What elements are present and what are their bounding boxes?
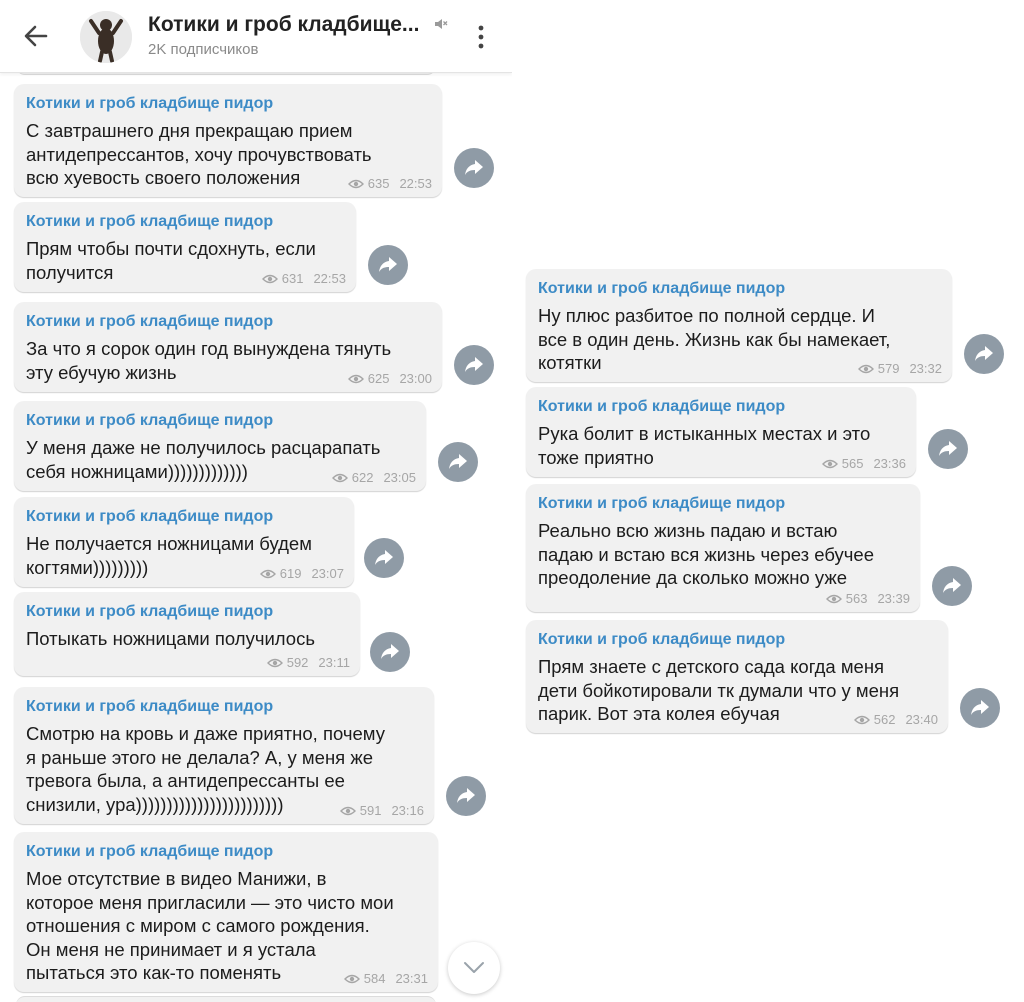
eye-icon bbox=[340, 806, 356, 816]
message-bubble[interactable] bbox=[14, 302, 442, 392]
view-count: 631 bbox=[281, 271, 304, 286]
message-time: 23:00 bbox=[399, 371, 432, 386]
share-button[interactable] bbox=[368, 245, 408, 285]
message-bubble[interactable] bbox=[526, 484, 920, 612]
message-time: 23:07 bbox=[311, 566, 344, 581]
message-text: Мое отсутствие в видео Манижи, в которое меня пригласили — это чисто мои отношения с миром с самого рождения. Он меня не принимает и я устала пытаться это как-то поменять bbox=[26, 868, 394, 983]
message-author[interactable]: Котики и гроб кладбище пидор bbox=[26, 412, 274, 429]
channel-avatar[interactable] bbox=[80, 11, 132, 63]
message-bubble[interactable] bbox=[14, 687, 434, 824]
message-time: 23:32 bbox=[909, 361, 942, 376]
message-bubble[interactable] bbox=[14, 202, 356, 292]
message-text: Реально всю жизнь падаю и встаю падаю и встаю вся жизнь через ебучее преодоление да сколько можно уже bbox=[538, 520, 874, 588]
view-count: 579 bbox=[877, 361, 900, 376]
message-text: За что я сорок один год вынуждена тянуть эту ебучую жизнь bbox=[26, 338, 392, 383]
share-button[interactable] bbox=[964, 334, 1004, 374]
message-meta bbox=[348, 176, 432, 191]
eye-icon bbox=[826, 594, 842, 604]
share-arrow-icon bbox=[938, 440, 958, 458]
message-time: 23:39 bbox=[877, 591, 910, 606]
message-time: 22:53 bbox=[313, 271, 346, 286]
message-text: Прям чтобы почти сдохнуть, если получится bbox=[26, 238, 316, 283]
eye-icon bbox=[260, 569, 276, 579]
right-chat-screenshot bbox=[512, 0, 1024, 1002]
share-button[interactable] bbox=[454, 345, 494, 385]
message-author[interactable]: Котики и гроб кладбище пидор bbox=[538, 495, 786, 512]
message-meta bbox=[260, 566, 344, 581]
message-meta bbox=[348, 371, 432, 386]
share-arrow-icon bbox=[374, 549, 394, 567]
message-meta bbox=[858, 361, 942, 376]
message-meta bbox=[822, 456, 906, 471]
message-bubble[interactable] bbox=[526, 387, 916, 477]
share-arrow-icon bbox=[380, 643, 400, 661]
message-meta bbox=[267, 655, 350, 670]
share-button[interactable] bbox=[454, 148, 494, 188]
share-button[interactable] bbox=[364, 538, 404, 578]
message-text: Не получается ножницами будем когтями))))))))) bbox=[26, 533, 312, 578]
share-arrow-icon bbox=[942, 577, 962, 595]
message-text: Рука болит в истыканных местах и это тоже приятно bbox=[538, 423, 871, 468]
message-author[interactable]: Котики и гроб кладбище пидор bbox=[26, 313, 274, 330]
view-count: 562 bbox=[873, 712, 896, 727]
message-author[interactable]: Котики и гроб кладбище пидор bbox=[26, 603, 274, 620]
share-arrow-icon bbox=[378, 256, 398, 274]
message-bubble[interactable] bbox=[14, 592, 360, 676]
eye-icon bbox=[267, 658, 283, 668]
channel-header bbox=[0, 0, 512, 73]
message-bubble[interactable] bbox=[526, 620, 948, 733]
share-arrow-icon bbox=[456, 787, 476, 805]
bear-avatar-image bbox=[80, 11, 132, 63]
chevron-down-icon bbox=[462, 960, 486, 976]
eye-icon bbox=[348, 179, 364, 189]
message-text: Ну плюс разбитое по полной сердце. И все в один день. Жизнь как бы намекает, котятки bbox=[538, 305, 891, 373]
scroll-down-button[interactable] bbox=[448, 942, 500, 994]
arrow-left-icon[interactable] bbox=[22, 22, 50, 50]
view-count: 635 bbox=[367, 176, 390, 191]
channel-title[interactable]: Котики и гроб кладбище... bbox=[148, 13, 420, 36]
view-count: 592 bbox=[286, 655, 309, 670]
share-arrow-icon bbox=[464, 356, 484, 374]
message-author[interactable]: Котики и гроб кладбище пидор bbox=[26, 843, 274, 860]
share-button[interactable] bbox=[928, 429, 968, 469]
message-author[interactable]: Котики и гроб кладбище пидор bbox=[26, 698, 274, 715]
message-time: 23:40 bbox=[905, 712, 938, 727]
share-button[interactable] bbox=[446, 776, 486, 816]
muted-speaker-icon bbox=[434, 17, 448, 31]
message-text: Потыкать ножницами получилось bbox=[26, 628, 315, 649]
message-author[interactable]: Котики и гроб кладбище пидор bbox=[26, 95, 274, 112]
subscriber-count: 2K подписчиков bbox=[148, 41, 259, 58]
message-author[interactable]: Котики и гроб кладбище пидор bbox=[26, 508, 274, 525]
message-time: 23:16 bbox=[391, 803, 424, 818]
share-button[interactable] bbox=[960, 688, 1000, 728]
share-arrow-icon bbox=[464, 159, 484, 177]
message-meta bbox=[826, 591, 910, 606]
message-author[interactable]: Котики и гроб кладбище пидор bbox=[538, 398, 786, 415]
message-text: Смотрю на кровь и даже приятно, почему я раньше этого не делала? А, у меня же тревога была, а антидепрессанты ее снизили, ура)))))))))))))))))))))))) bbox=[26, 723, 385, 815]
share-arrow-icon bbox=[974, 345, 994, 363]
message-meta bbox=[262, 271, 346, 286]
share-button[interactable] bbox=[932, 566, 972, 606]
view-count: 622 bbox=[351, 470, 374, 485]
share-button[interactable] bbox=[438, 442, 478, 482]
eye-icon bbox=[332, 473, 348, 483]
message-bubble[interactable] bbox=[14, 497, 354, 587]
view-count: 591 bbox=[359, 803, 382, 818]
view-count: 619 bbox=[279, 566, 302, 581]
message-author[interactable]: Котики и гроб кладбище пидор bbox=[538, 631, 786, 648]
message-text: Прям знаете с детского сада когда меня дети бойкотировали тк думали что у меня парик. Вот эта колея ебучая bbox=[538, 656, 900, 724]
message-author[interactable]: Котики и гроб кладбище пидор bbox=[538, 280, 786, 297]
view-count: 565 bbox=[841, 456, 864, 471]
view-count: 584 bbox=[363, 971, 386, 986]
message-time: 23:31 bbox=[395, 971, 428, 986]
eye-icon bbox=[854, 715, 870, 725]
message-bubble[interactable] bbox=[14, 84, 442, 197]
message-text: У меня даже не получилось расцарапать себя ножницами))))))))))))) bbox=[26, 437, 381, 482]
eye-icon bbox=[262, 274, 278, 284]
message-meta bbox=[332, 470, 416, 485]
eye-icon bbox=[348, 374, 364, 384]
message-meta bbox=[340, 803, 424, 818]
share-arrow-icon bbox=[970, 699, 990, 717]
message-meta bbox=[344, 971, 428, 986]
view-count: 625 bbox=[367, 371, 390, 386]
message-author[interactable]: Котики и гроб кладбище пидор bbox=[26, 213, 274, 230]
message-meta bbox=[854, 712, 938, 727]
message-bubble[interactable] bbox=[14, 401, 426, 491]
share-button[interactable] bbox=[370, 632, 410, 672]
share-arrow-icon bbox=[448, 453, 468, 471]
message-time: 23:05 bbox=[383, 470, 416, 485]
eye-icon bbox=[858, 364, 874, 374]
more-vertical-icon[interactable] bbox=[476, 24, 486, 50]
message-time: 23:11 bbox=[318, 655, 350, 670]
eye-icon bbox=[822, 459, 838, 469]
message-bubble[interactable] bbox=[14, 832, 438, 992]
message-time: 22:53 bbox=[399, 176, 432, 191]
eye-icon bbox=[344, 974, 360, 984]
message-text: С завтрашнего дня прекращаю прием антидепрессантов, хочу прочувствовать всю хуевость своего положения bbox=[26, 120, 372, 188]
next-message-edge bbox=[16, 996, 436, 1002]
view-count: 563 bbox=[845, 591, 868, 606]
message-bubble[interactable] bbox=[526, 269, 952, 382]
message-time: 23:36 bbox=[873, 456, 906, 471]
